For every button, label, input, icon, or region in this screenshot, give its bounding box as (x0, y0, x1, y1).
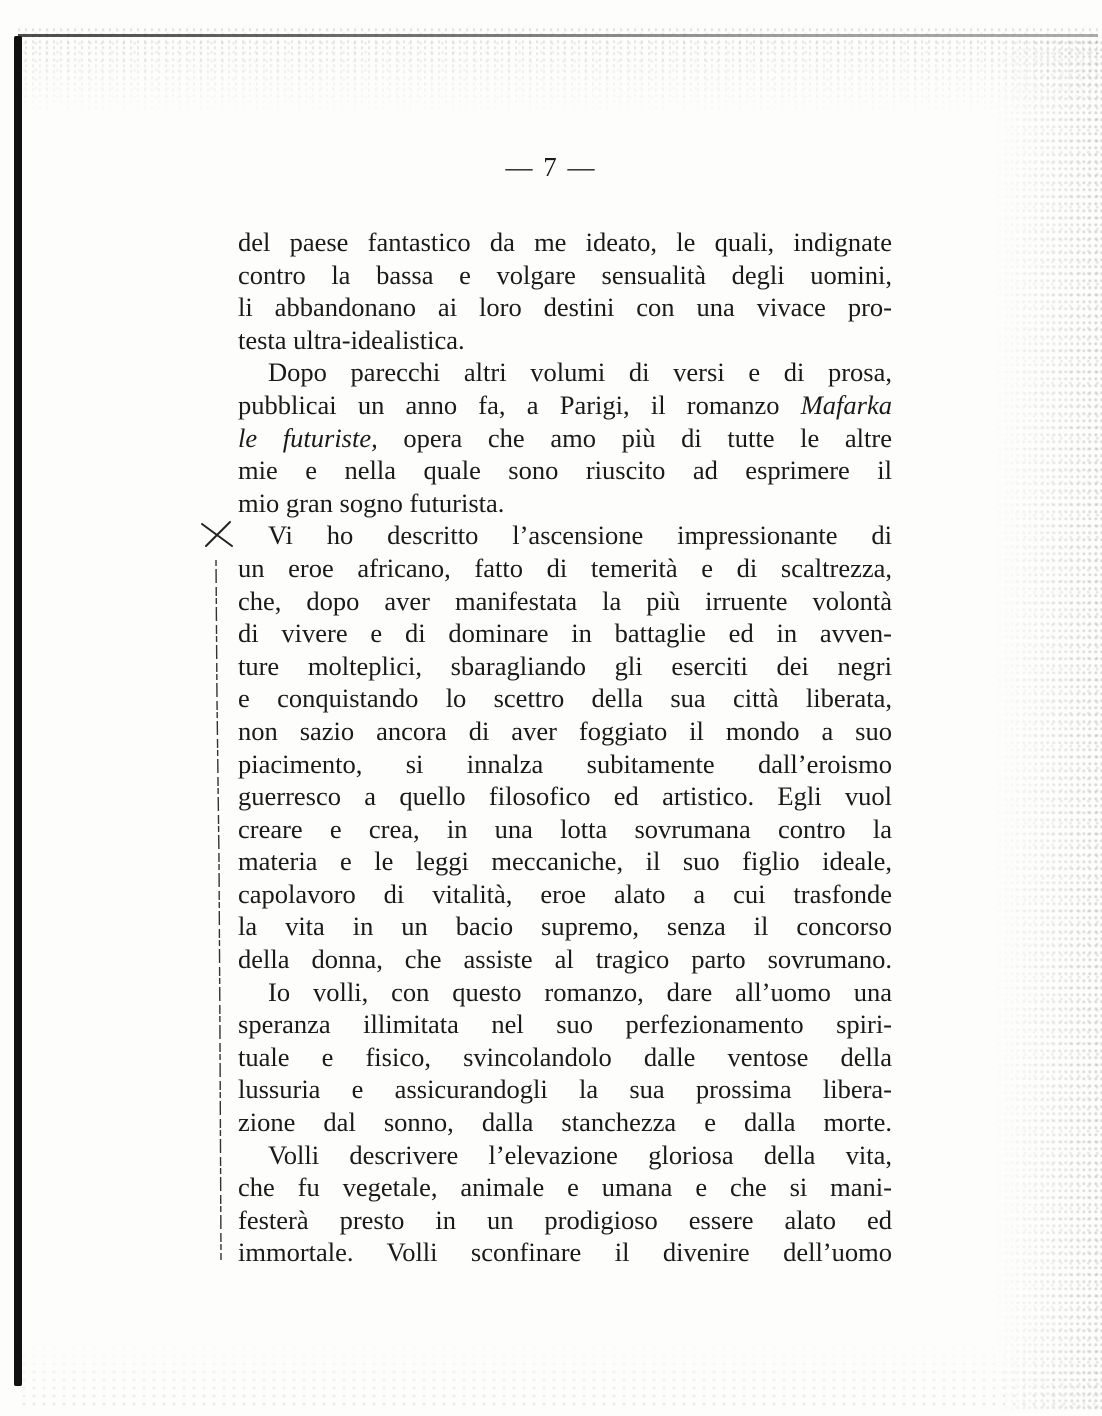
text-line (238, 422, 892, 455)
text-line: materia e le leggi meccaniche, il suo figlio ideale, (238, 846, 892, 877)
text-line: Io volli, con questo romanzo, dare all’uomo una (268, 976, 892, 1007)
scan-noise-top (18, 28, 1098, 118)
book-title-italic: le futuriste, (238, 422, 378, 453)
text-line: Vi ho descritto l’ascensione impressionante di (268, 520, 892, 551)
text-line: mio gran sogno futurista. (238, 487, 505, 518)
text-line: di vivere e di dominare in battaglie ed in avven- (238, 618, 892, 649)
text-line: zione dal sonno, dalla stanchezza e dalla morte. (238, 1107, 892, 1138)
text-line: la vita in un bacio supremo, senza il concorso (238, 911, 892, 942)
scan-noise-bottom (20, 1336, 1100, 1406)
text-line: immortale. Volli sconfinare il divenire dell’uomo (238, 1237, 892, 1268)
text-line: piacimento, si innalza subitamente dall’eroismo (238, 748, 892, 779)
page-number: — 7 — (505, 152, 597, 182)
body-text (238, 226, 892, 1269)
handwritten-vertical-line (216, 560, 221, 1260)
page-top-edge (18, 34, 1098, 37)
text-line: capolavoro di vitalità, eroe alato a cui trasfonde (238, 878, 892, 909)
text-line: Volli descrivere l’elevazione gloriosa della vita, (268, 1139, 892, 1170)
text-line: ture molteplici, sbaragliando gli eserciti dei negri (238, 650, 892, 681)
binding-edge (14, 36, 22, 1386)
text-line: che fu vegetale, animale e umana e che si mani- (238, 1172, 892, 1203)
text-line: e conquistando lo scettro della sua città liberata, (238, 683, 892, 714)
text-line: festerà presto in un prodigioso essere alato ed (238, 1204, 892, 1235)
handwritten-margin-mark (196, 520, 244, 1280)
text-line (238, 389, 892, 422)
text-line: creare e crea, in una lotta sovrumana contro la (238, 813, 892, 844)
text-line: li abbandonano ai loro destini con una vivace pro- (238, 292, 892, 323)
text-line: non sazio ancora di aver foggiato il mondo a suo (238, 715, 892, 746)
text-line: del paese fantastico da me ideato, le quali, indignate (238, 227, 892, 257)
text-line: che, dopo aver manifestata la più irruente volontà (238, 585, 892, 616)
text-line: testa ultra-idealistica. (238, 324, 465, 355)
text-line: lussuria e assicurandogli la sua prossima libera- (238, 1074, 892, 1105)
scan-noise-right (992, 40, 1102, 1410)
text-line: guerresco a quello filosofico ed artistico. Egli vuol (238, 781, 892, 812)
text-line: Dopo parecchi altri volumi di versi e di prosa, (268, 357, 892, 388)
handwritten-x-mark (202, 522, 232, 546)
text-run: pubblicai un anno fa, a Parigi, il romanzo (238, 389, 801, 420)
text-line: della donna, che assiste al tragico parto sovrumano. (238, 944, 892, 975)
text-line: mie e nella quale sono riuscito ad esprimere il (238, 455, 892, 486)
text-line: tuale e fisico, svincolandolo dalle ventose della (238, 1041, 892, 1072)
text-line: contro la bassa e volgare sensualità degli uomini, (238, 259, 892, 290)
text-line: speranza illimitata nel suo perfezionamento spiri- (238, 1009, 892, 1040)
book-title-italic: Mafarka (800, 389, 892, 420)
text-run: opera che amo più di tutte le altre (377, 422, 892, 453)
text-line: un eroe africano, fatto di temerità e di scaltrezza, (238, 552, 892, 583)
